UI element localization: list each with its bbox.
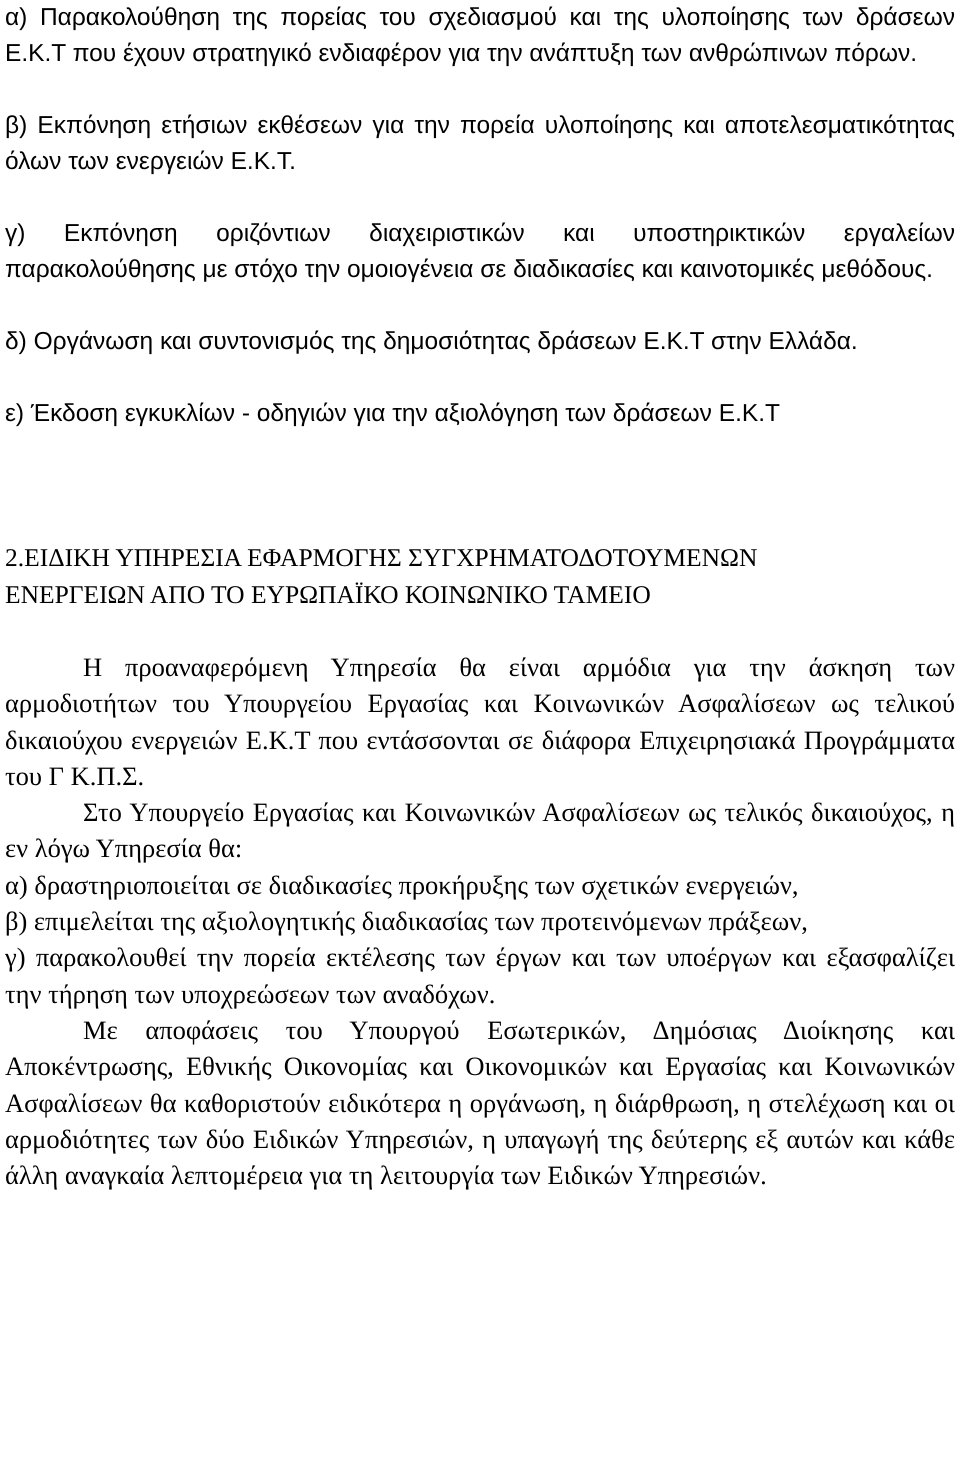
document-page — [5, 0, 955, 1193]
duties-intro-paragraph: Στο Υπουργείο Εργασίας και Κοινωνικών Ασφαλίσεων ως τελικός δικαιούχος, η εν λόγω Υπηρεσία θα: — [5, 797, 955, 864]
list-item: γ) Εκπόνηση οριζόντιων διαχειριστικών και υποστηρικτικών εργαλείων παρακολούθησης με στόχο την ομοιογένεια σε διαδικασίες και καινοτομικές μεθόδους. — [5, 220, 955, 283]
list-item: β) Εκπόνηση ετήσιων εκθέσεων για την πορεία υλοποίησης και αποτελεσματικότητας όλων των ενεργειών Ε.Κ.Τ. — [5, 112, 955, 175]
section-2 — [5, 540, 955, 1193]
duty-item: γ) παρακολουθεί την πορεία εκτέλεσης των έργων και των υποέργων και εξασφαλίζει την τήρηση των υποχρεώσεων των αναδόχων. — [5, 942, 955, 1009]
list-item: α) Παρακολούθηση της πορείας του σχεδιασμού και της υλοποίησης των δράσεων Ε.Κ.Τ που έχουν στρατηγικό ενδιαφέρον για την ανάπτυξη των ανθρώπινων πόρων. — [5, 4, 955, 67]
section-1 — [5, 0, 955, 432]
intro-paragraph: Η προαναφερόμενη Υπηρεσία θα είναι αρμόδια για την άσκηση των αρμοδιοτήτων του Υπουργείου Εργασίας και Κοινωνικών Ασφαλίσεων ως τελικού δικαιούχου ενεργειών Ε.Κ.Τ που εντάσσονται σε διάφορα Επιχειρησιακά Προγράμματα του Γ Κ.Π.Σ. — [5, 652, 955, 791]
list-item: ε) Έκδοση εγκυκλίων - οδηγιών για την αξιολόγηση των δράσεων Ε.Κ.Τ — [5, 400, 780, 427]
section-heading: 2.ΕΙΔΙΚΗ ΥΠΗΡΕΣΙΑ ΕΦΑΡΜΟΓΗΣ ΣΥΓΧΡΗΜΑΤΟΔΟΤΟΥΜΕΝΩΝ ΕΝΕΡΓΕΙΩΝ ΑΠΟ ΤΟ ΕΥΡΩΠΑΪΚΟ ΚΟΙΝΩΝΙΚΟ ΤΑΜΕΙΟ — [5, 543, 758, 609]
duty-item: β) επιμελείται της αξιολογητικής διαδικασίας των προτεινόμενων πράξεων, — [5, 906, 808, 937]
list-item: δ) Οργάνωση και συντονισμός της δημοσιότητας δράσεων Ε.Κ.Τ στην Ελλάδα. — [5, 328, 858, 355]
duty-item: α) δραστηριοποιείται σε διαδικασίες προκήρυξης των σχετικών ενεργειών, — [5, 869, 799, 900]
closing-paragraph: Με αποφάσεις του Υπουργού Εσωτερικών, Δημόσιας Διοίκησης και Αποκέντρωσης, Εθνικής Οικονομίας και Οικονομικών και Εργασίας και Κοινωνικών Ασφαλίσεων θα καθοριστούν ειδικότερα η οργάνωση, η διάρθρωση, η στελέχωση και οι αρμοδιότητες των δύο Ειδικών Υπηρεσιών, η υπαγωγή της δεύτερης εξ αυτών και κάθε άλλη αναγκαία λεπτομέρεια για τη λειτουργία των Ειδικών Υπηρεσιών. — [5, 1014, 955, 1191]
